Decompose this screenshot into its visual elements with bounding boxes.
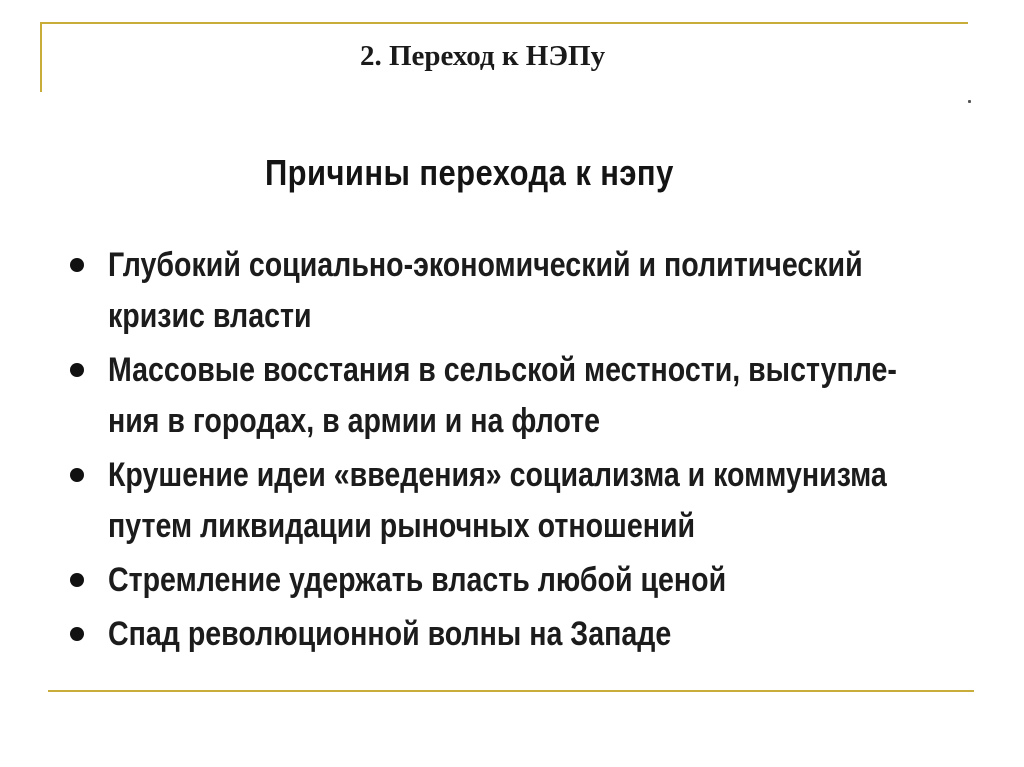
scanned-text-image: [60, 100, 970, 670]
list-item-line: Глубокий социально-экономический и политический: [108, 246, 863, 284]
scan-speck: [968, 100, 971, 103]
list-item-line: Массовые восстания в сельской местности, выступле-: [108, 351, 897, 389]
frame-bottom-rule: [48, 690, 974, 692]
list-item-line: Стремление удержать власть любой ценой: [108, 561, 727, 599]
list-item: [60, 240, 970, 342]
frame-top-rule: [40, 22, 968, 24]
list-item-line: Спад революционной волны на Западе: [108, 615, 672, 653]
reasons-list: [60, 240, 970, 663]
list-item-line: кризис власти: [108, 297, 312, 335]
list-item: [60, 555, 970, 606]
list-item: [60, 609, 970, 660]
list-item: [60, 345, 970, 447]
bullet-icon: [70, 258, 84, 272]
bullet-icon: [70, 468, 84, 482]
slide-title: 2. Переход к НЭПу: [360, 40, 606, 72]
frame-left-rule: [40, 22, 42, 92]
list-item-text: [108, 345, 948, 447]
list-item-line: ния в городах, в армии и на флоте: [108, 402, 600, 440]
list-item-text: [108, 609, 948, 660]
bullet-icon: [70, 573, 84, 587]
list-item-line: Крушение идеи «введения» социализма и коммунизма: [108, 456, 887, 494]
list-item-line: путем ликвидации рыночных отношений: [108, 507, 696, 545]
bullet-icon: [70, 627, 84, 641]
list-item-text: [108, 450, 948, 552]
bullet-icon: [70, 363, 84, 377]
list-item-text: [108, 240, 948, 342]
list-item-text: [108, 555, 948, 606]
list-item: [60, 450, 970, 552]
scan-heading: Причины перехода к нэпу: [265, 152, 674, 193]
